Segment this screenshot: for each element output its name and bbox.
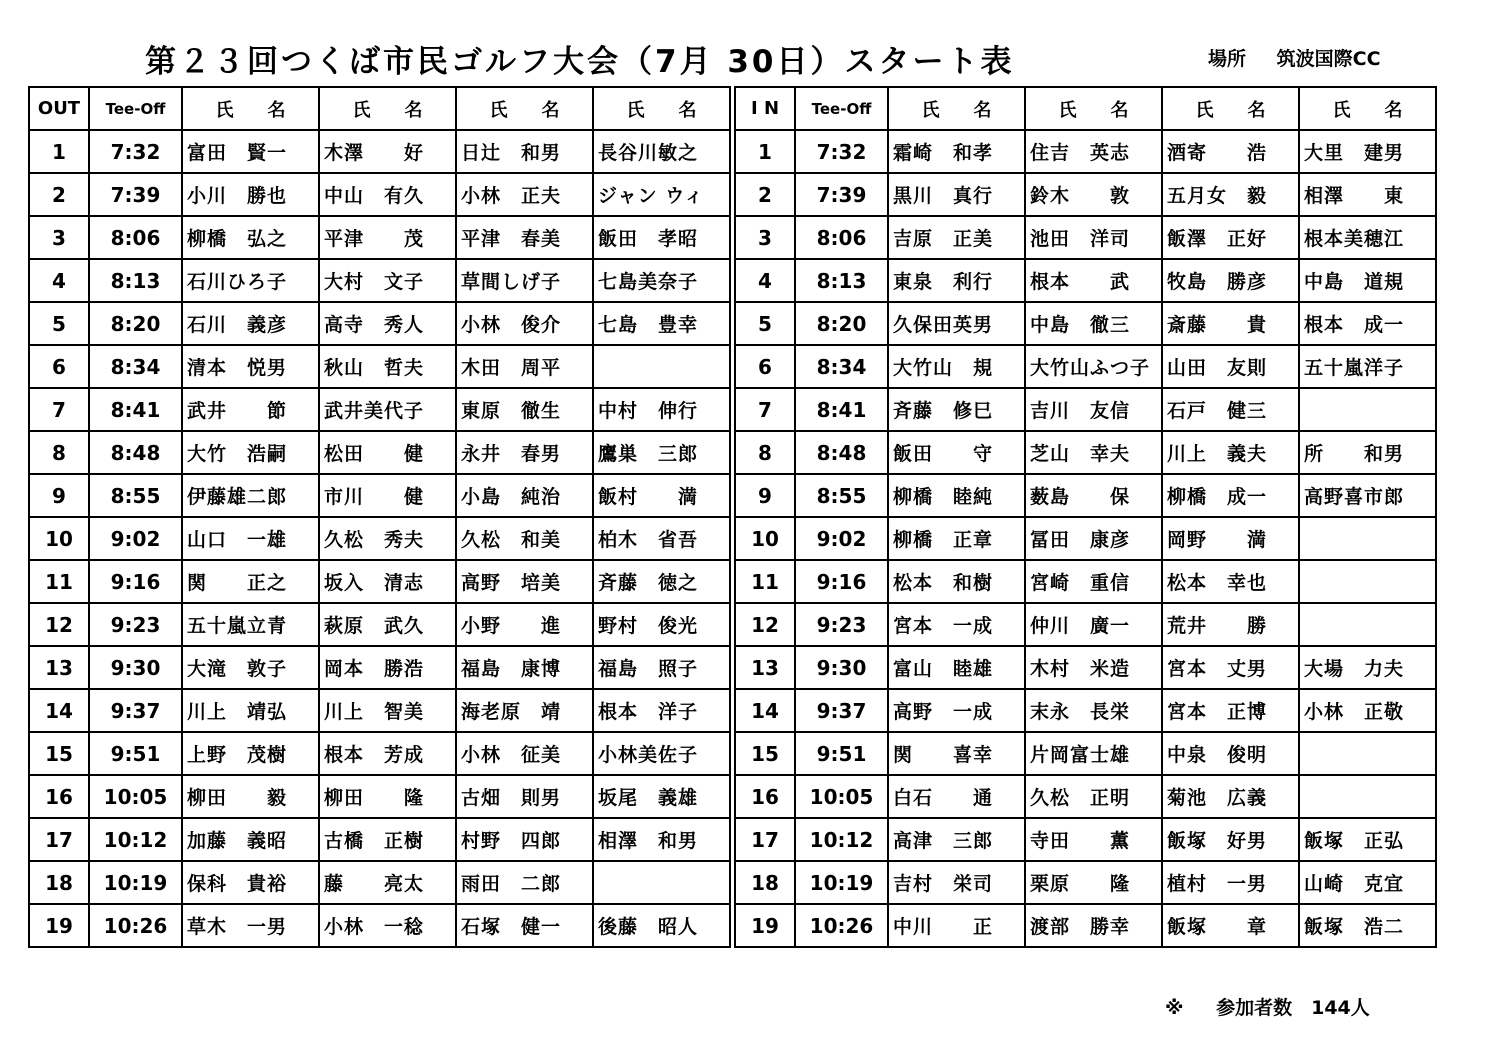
out-name-header: 氏 名 [182, 87, 319, 130]
in-player-name: 末永 長栄 [1025, 689, 1162, 732]
out-table-row [29, 345, 730, 388]
in-player-name: 中島 徹三 [1025, 302, 1162, 345]
in-player-name: 鈴木 敦 [1025, 173, 1162, 216]
in-group-number: 10 [735, 517, 795, 560]
out-group-number: 16 [29, 775, 89, 818]
in-table-row [735, 388, 1436, 431]
out-group-number: 5 [29, 302, 89, 345]
in-player-name: 高野喜市郎 [1299, 474, 1436, 517]
out-group-number: 3 [29, 216, 89, 259]
out-name-header: 氏 名 [456, 87, 593, 130]
in-tee-time: 8:55 [795, 474, 888, 517]
out-group-number: 7 [29, 388, 89, 431]
in-player-name: 根本美穂江 [1299, 216, 1436, 259]
in-player-name: 相澤 東 [1299, 173, 1436, 216]
out-player-name: 秋山 哲夫 [319, 345, 456, 388]
in-name-header: 氏 名 [1162, 87, 1299, 130]
in-player-name: 冨田 康彦 [1025, 517, 1162, 560]
out-group-number: 18 [29, 861, 89, 904]
in-player-name: 斉藤 修巳 [888, 388, 1025, 431]
out-player-name: 大村 文子 [319, 259, 456, 302]
in-player-name: 片岡富士雄 [1025, 732, 1162, 775]
out-table-row [29, 904, 730, 947]
in-player-name: 山崎 克宜 [1299, 861, 1436, 904]
out-player-name: 小野 進 [456, 603, 593, 646]
in-player-name: 松本 幸也 [1162, 560, 1299, 603]
out-player-name: 東原 徹生 [456, 388, 593, 431]
in-player-name: 宮崎 重信 [1025, 560, 1162, 603]
out-player-name: 永井 春男 [456, 431, 593, 474]
in-player-name [1299, 732, 1436, 775]
out-player-name: 相澤 和男 [593, 818, 730, 861]
out-player-name: 加藤 義昭 [182, 818, 319, 861]
out-player-name: 高寺 秀人 [319, 302, 456, 345]
out-player-name [593, 861, 730, 904]
out-group-number: 14 [29, 689, 89, 732]
out-group-number: 13 [29, 646, 89, 689]
in-player-name: 川上 義夫 [1162, 431, 1299, 474]
in-player-name: 植村 一男 [1162, 861, 1299, 904]
out-group-number: 4 [29, 259, 89, 302]
out-player-name: 小林美佐子 [593, 732, 730, 775]
out-tee-time: 10:19 [89, 861, 182, 904]
in-table-row [735, 732, 1436, 775]
out-tee-time: 8:41 [89, 388, 182, 431]
in-player-name [1299, 603, 1436, 646]
out-table-row [29, 689, 730, 732]
in-player-name: 大場 力夫 [1299, 646, 1436, 689]
out-group-number: 19 [29, 904, 89, 947]
out-player-name: 石川ひろ子 [182, 259, 319, 302]
in-player-name: 寺田 薫 [1025, 818, 1162, 861]
in-player-name: 斎藤 貴 [1162, 302, 1299, 345]
out-tee-time: 9:23 [89, 603, 182, 646]
out-player-name: 萩原 武久 [319, 603, 456, 646]
in-player-name: 飯塚 好男 [1162, 818, 1299, 861]
in-tee-time: 8:34 [795, 345, 888, 388]
in-table-row [735, 818, 1436, 861]
out-tee-time: 8:34 [89, 345, 182, 388]
in-tee-time: 7:32 [795, 130, 888, 173]
in-player-name: 岡野 満 [1162, 517, 1299, 560]
in-player-name: 松本 和樹 [888, 560, 1025, 603]
in-tee-time: 10:19 [795, 861, 888, 904]
participant-count-text: 参加者数 144人 [1216, 997, 1370, 1019]
out-player-name: 鷹巣 三郎 [593, 431, 730, 474]
out-player-name: 五十嵐立青 [182, 603, 319, 646]
in-player-name: 木村 米造 [1025, 646, 1162, 689]
out-group-number: 2 [29, 173, 89, 216]
in-table-row [735, 302, 1436, 345]
out-table-row [29, 818, 730, 861]
out-player-name: 中山 有久 [319, 173, 456, 216]
in-player-name: 大竹山 規 [888, 345, 1025, 388]
out-player-name: ジャン ウィ [593, 173, 730, 216]
in-player-name: 大里 建男 [1299, 130, 1436, 173]
in-player-name: 高津 三郎 [888, 818, 1025, 861]
out-player-name: 後藤 昭人 [593, 904, 730, 947]
in-player-name: 荒井 勝 [1162, 603, 1299, 646]
out-player-name: 市川 健 [319, 474, 456, 517]
out-player-name: 柳橋 弘之 [182, 216, 319, 259]
out-player-name: 長谷川敏之 [593, 130, 730, 173]
out-player-name: 古橋 正樹 [319, 818, 456, 861]
in-player-name: 飯田 守 [888, 431, 1025, 474]
in-player-name: 久保田英男 [888, 302, 1025, 345]
out-player-name: 大滝 敦子 [182, 646, 319, 689]
in-tee-time: 9:30 [795, 646, 888, 689]
in-player-name: 根本 成一 [1299, 302, 1436, 345]
in-table-row [735, 216, 1436, 259]
in-tee-time: 10:26 [795, 904, 888, 947]
in-tee-time: 8:41 [795, 388, 888, 431]
in-table-row [735, 775, 1436, 818]
in-player-name: 大竹山ふつ子 [1025, 345, 1162, 388]
participant-count [1165, 993, 1370, 1020]
in-table-row [735, 259, 1436, 302]
in-player-name: 黒川 真行 [888, 173, 1025, 216]
in-group-number: 16 [735, 775, 795, 818]
out-player-name: 柏木 省吾 [593, 517, 730, 560]
in-group-number: 17 [735, 818, 795, 861]
in-player-name: 仲川 廣一 [1025, 603, 1162, 646]
out-group-number: 15 [29, 732, 89, 775]
out-table-row [29, 732, 730, 775]
in-player-name: 芝山 幸夫 [1025, 431, 1162, 474]
out-player-name [593, 345, 730, 388]
out-table-row [29, 861, 730, 904]
out-tee-time: 9:51 [89, 732, 182, 775]
in-group-number: 15 [735, 732, 795, 775]
in-group-number: 4 [735, 259, 795, 302]
out-player-name: 平津 春美 [456, 216, 593, 259]
out-tee-time: 7:39 [89, 173, 182, 216]
in-group-number: 6 [735, 345, 795, 388]
out-player-name: 伊藤雄二郎 [182, 474, 319, 517]
in-player-name: 霜崎 和孝 [888, 130, 1025, 173]
in-tee-time: 9:16 [795, 560, 888, 603]
in-table-row [735, 431, 1436, 474]
in-tee-header: Tee-Off [795, 87, 888, 130]
in-player-name: 五月女 毅 [1162, 173, 1299, 216]
in-player-name: 小林 正敬 [1299, 689, 1436, 732]
in-player-name: 根本 武 [1025, 259, 1162, 302]
in-player-name: 牧島 勝彦 [1162, 259, 1299, 302]
in-group-number: 7 [735, 388, 795, 431]
out-player-name: 日辻 和男 [456, 130, 593, 173]
out-table-row [29, 517, 730, 560]
in-tee-time: 8:06 [795, 216, 888, 259]
in-table-row [735, 904, 1436, 947]
out-player-name: 川上 靖弘 [182, 689, 319, 732]
in-player-name: 飯塚 章 [1162, 904, 1299, 947]
out-group-number: 12 [29, 603, 89, 646]
out-player-name: 久松 秀夫 [319, 517, 456, 560]
out-player-name: 関 正之 [182, 560, 319, 603]
out-table-row [29, 259, 730, 302]
out-table-row [29, 130, 730, 173]
in-tee-time: 9:23 [795, 603, 888, 646]
in-tee-time: 8:20 [795, 302, 888, 345]
out-tee-time: 9:37 [89, 689, 182, 732]
in-player-name: 五十嵐洋子 [1299, 345, 1436, 388]
out-table-row [29, 216, 730, 259]
in-start-table [734, 86, 1437, 948]
in-player-name [1299, 388, 1436, 431]
in-player-name: 柳橋 成一 [1162, 474, 1299, 517]
in-table-row [735, 646, 1436, 689]
out-header-row [29, 87, 730, 130]
out-player-name: 飯田 孝昭 [593, 216, 730, 259]
out-player-name: 小島 純治 [456, 474, 593, 517]
out-tee-time: 10:05 [89, 775, 182, 818]
in-name-header: 氏 名 [888, 87, 1025, 130]
in-tee-time: 7:39 [795, 173, 888, 216]
in-table-row [735, 173, 1436, 216]
out-player-name: 飯村 満 [593, 474, 730, 517]
in-player-name: 住吉 英志 [1025, 130, 1162, 173]
out-player-name: 石川 義彦 [182, 302, 319, 345]
in-player-name: 久松 正明 [1025, 775, 1162, 818]
out-player-name: 根本 芳成 [319, 732, 456, 775]
page-title: 第２３回つくば市民ゴルフ大会（7月 30日）スタート表 [145, 44, 1015, 80]
out-player-name: 草間しげ子 [456, 259, 593, 302]
out-group-number: 17 [29, 818, 89, 861]
in-group-number: 19 [735, 904, 795, 947]
out-tee-time: 8:06 [89, 216, 182, 259]
in-player-name: 柳橋 正章 [888, 517, 1025, 560]
out-player-name: 木澤 好 [319, 130, 456, 173]
out-tee-time: 8:13 [89, 259, 182, 302]
out-player-name: 村野 四郎 [456, 818, 593, 861]
in-group-number: 18 [735, 861, 795, 904]
out-player-name: 小林 俊介 [456, 302, 593, 345]
in-player-name: 所 和男 [1299, 431, 1436, 474]
out-group-number: 10 [29, 517, 89, 560]
in-player-name: 池田 洋司 [1025, 216, 1162, 259]
out-player-name: 久松 和美 [456, 517, 593, 560]
out-player-name: 根本 洋子 [593, 689, 730, 732]
in-group-number: 12 [735, 603, 795, 646]
in-player-name [1299, 517, 1436, 560]
out-table-row [29, 173, 730, 216]
out-player-name: 雨田 二郎 [456, 861, 593, 904]
out-player-name: 小林 征美 [456, 732, 593, 775]
in-group-number: 11 [735, 560, 795, 603]
out-player-name: 山口 一雄 [182, 517, 319, 560]
out-table-row [29, 474, 730, 517]
in-player-name: 中島 道規 [1299, 259, 1436, 302]
out-player-name: 上野 茂樹 [182, 732, 319, 775]
out-table-row [29, 646, 730, 689]
out-player-name: 川上 智美 [319, 689, 456, 732]
in-group-number: 13 [735, 646, 795, 689]
out-table-row [29, 775, 730, 818]
in-table-row [735, 560, 1436, 603]
in-header-row [735, 87, 1436, 130]
in-group-number: 9 [735, 474, 795, 517]
in-table-row [735, 689, 1436, 732]
out-tee-time: 8:55 [89, 474, 182, 517]
note-mark: ※ [1165, 997, 1184, 1019]
in-player-name: 飯塚 浩二 [1299, 904, 1436, 947]
in-player-name: 栗原 隆 [1025, 861, 1162, 904]
in-player-name: 中川 正 [888, 904, 1025, 947]
in-player-name: 高野 一成 [888, 689, 1025, 732]
out-tee-time: 7:32 [89, 130, 182, 173]
out-player-name: 富田 賢一 [182, 130, 319, 173]
in-player-name: 山田 友則 [1162, 345, 1299, 388]
in-table-row [735, 474, 1436, 517]
out-player-name: 石塚 健一 [456, 904, 593, 947]
in-group-number: 1 [735, 130, 795, 173]
in-tee-time: 9:02 [795, 517, 888, 560]
out-player-name: 高野 培美 [456, 560, 593, 603]
out-player-name: 中村 伸行 [593, 388, 730, 431]
out-player-name: 藤 亮太 [319, 861, 456, 904]
in-player-name: 飯塚 正弘 [1299, 818, 1436, 861]
in-table-row [735, 603, 1436, 646]
in-player-name: 白石 通 [888, 775, 1025, 818]
in-group-number: 8 [735, 431, 795, 474]
out-player-name: 武井美代子 [319, 388, 456, 431]
venue [1208, 44, 1381, 71]
in-tee-time: 9:51 [795, 732, 888, 775]
in-player-name: 中泉 俊明 [1162, 732, 1299, 775]
out-start-table [28, 86, 731, 948]
out-player-name: 草木 一男 [182, 904, 319, 947]
out-player-name: 岡本 勝浩 [319, 646, 456, 689]
in-tee-time: 10:05 [795, 775, 888, 818]
out-course-header: OUT [29, 87, 89, 130]
out-player-name: 七島 豊幸 [593, 302, 730, 345]
venue-value: 筑波国際CC [1276, 48, 1381, 70]
out-player-name: 福島 照子 [593, 646, 730, 689]
out-tee-time: 8:48 [89, 431, 182, 474]
in-player-name: 関 喜幸 [888, 732, 1025, 775]
out-name-header: 氏 名 [593, 87, 730, 130]
out-tee-time: 10:26 [89, 904, 182, 947]
out-player-name: 野村 俊光 [593, 603, 730, 646]
out-tee-time: 9:16 [89, 560, 182, 603]
out-tee-time: 8:20 [89, 302, 182, 345]
in-player-name: 宮本 丈男 [1162, 646, 1299, 689]
in-player-name [1299, 560, 1436, 603]
venue-label: 場所 [1208, 48, 1247, 70]
in-player-name: 東泉 利行 [888, 259, 1025, 302]
in-player-name: 宮本 正博 [1162, 689, 1299, 732]
in-group-number: 2 [735, 173, 795, 216]
in-table-row [735, 861, 1436, 904]
out-player-name: 斉藤 徳之 [593, 560, 730, 603]
out-name-header: 氏 名 [319, 87, 456, 130]
in-player-name: 吉川 友信 [1025, 388, 1162, 431]
out-player-name: 保科 貴裕 [182, 861, 319, 904]
out-tee-time: 9:02 [89, 517, 182, 560]
in-player-name: 富山 睦雄 [888, 646, 1025, 689]
out-player-name: 木田 周平 [456, 345, 593, 388]
in-name-header: 氏 名 [1299, 87, 1436, 130]
in-player-name: 石戸 健三 [1162, 388, 1299, 431]
in-group-number: 5 [735, 302, 795, 345]
in-player-name: 飯澤 正好 [1162, 216, 1299, 259]
in-player-name: 渡部 勝幸 [1025, 904, 1162, 947]
in-tee-time: 8:48 [795, 431, 888, 474]
in-player-name: 酒寄 浩 [1162, 130, 1299, 173]
out-player-name: 海老原 靖 [456, 689, 593, 732]
out-table-row [29, 388, 730, 431]
out-group-number: 1 [29, 130, 89, 173]
out-player-name: 小林 正夫 [456, 173, 593, 216]
in-group-number: 3 [735, 216, 795, 259]
in-tee-time: 9:37 [795, 689, 888, 732]
out-player-name: 松田 健 [319, 431, 456, 474]
out-group-number: 9 [29, 474, 89, 517]
out-table-row [29, 431, 730, 474]
out-group-number: 6 [29, 345, 89, 388]
in-player-name: 柳橋 睦純 [888, 474, 1025, 517]
out-player-name: 清本 悦男 [182, 345, 319, 388]
in-table-row [735, 130, 1436, 173]
in-group-number: 14 [735, 689, 795, 732]
in-player-name: 菊池 広義 [1162, 775, 1299, 818]
out-player-name: 大竹 浩嗣 [182, 431, 319, 474]
out-tee-time: 10:12 [89, 818, 182, 861]
in-tee-time: 8:13 [795, 259, 888, 302]
out-player-name: 平津 茂 [319, 216, 456, 259]
out-player-name: 福島 康博 [456, 646, 593, 689]
in-name-header: 氏 名 [1025, 87, 1162, 130]
out-table-row [29, 560, 730, 603]
in-player-name: 宮本 一成 [888, 603, 1025, 646]
out-player-name: 小林 一稔 [319, 904, 456, 947]
in-player-name [1299, 775, 1436, 818]
out-player-name: 坂尾 義雄 [593, 775, 730, 818]
out-tee-time: 9:30 [89, 646, 182, 689]
in-tee-time: 10:12 [795, 818, 888, 861]
in-player-name: 吉原 正美 [888, 216, 1025, 259]
in-player-name: 吉村 栄司 [888, 861, 1025, 904]
out-player-name: 古畑 則男 [456, 775, 593, 818]
in-course-header: I N [735, 87, 795, 130]
out-table-row [29, 302, 730, 345]
in-player-name: 薮島 保 [1025, 474, 1162, 517]
out-player-name: 小川 勝也 [182, 173, 319, 216]
out-table-row [29, 603, 730, 646]
out-player-name: 坂入 清志 [319, 560, 456, 603]
out-player-name: 七島美奈子 [593, 259, 730, 302]
out-group-number: 8 [29, 431, 89, 474]
out-group-number: 11 [29, 560, 89, 603]
in-table-row [735, 345, 1436, 388]
out-player-name: 柳田 毅 [182, 775, 319, 818]
out-player-name: 武井 節 [182, 388, 319, 431]
out-player-name: 柳田 隆 [319, 775, 456, 818]
in-table-row [735, 517, 1436, 560]
out-tee-header: Tee-Off [89, 87, 182, 130]
